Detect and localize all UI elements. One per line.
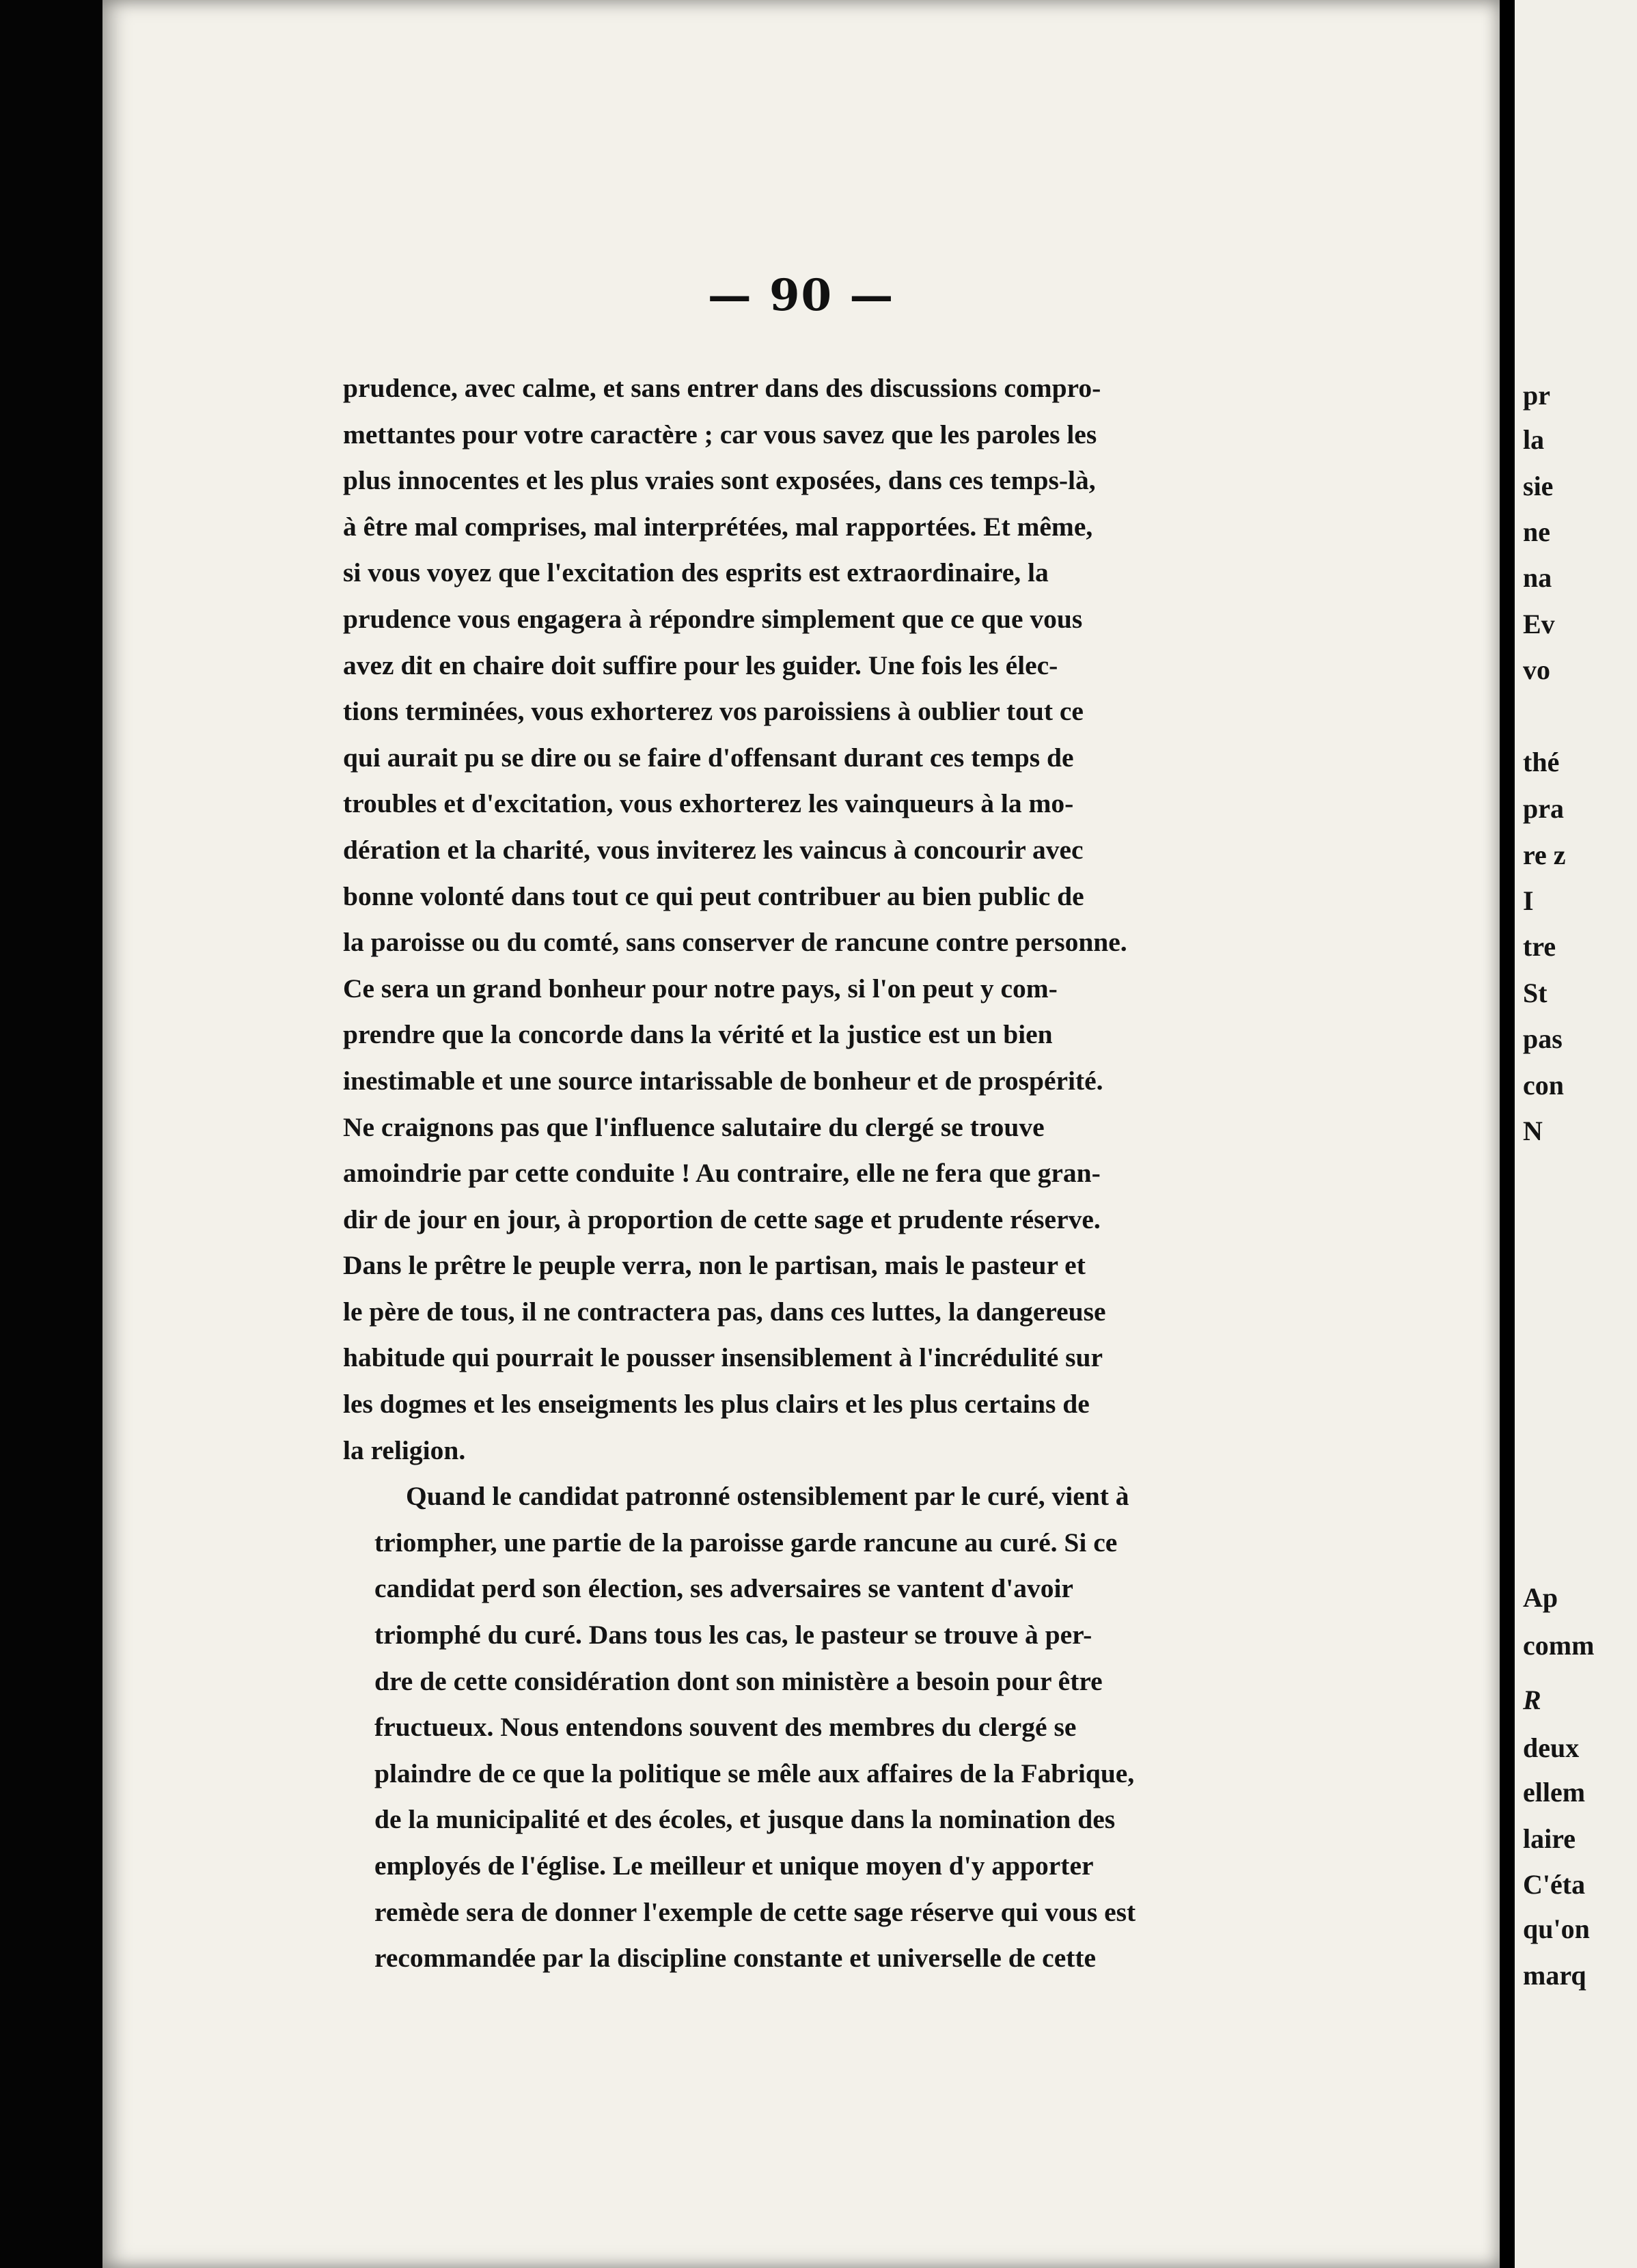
adjacent-page-fragment: ellem xyxy=(1523,1777,1586,1808)
adjacent-page-fragment: Ap xyxy=(1523,1582,1558,1613)
text-line: avez dit en chaire doit suffire pour les guider. Une fois les élec- xyxy=(343,650,1058,680)
adjacent-page-fragment: laire xyxy=(1523,1823,1576,1854)
text-line: prendre que la concorde dans la vérité et la justice est un bien xyxy=(343,1019,1053,1050)
book-page xyxy=(102,0,1500,2268)
text-line: dir de jour en jour, à proportion de cette sage et prudente réserve. xyxy=(343,1204,1101,1234)
text-line: de la municipalité et des écoles, et jusque dans la nomination des xyxy=(374,1804,1116,1835)
adjacent-page-fragment: marq xyxy=(1523,1960,1586,1991)
text-line: si vous voyez que l'excitation des esprits est extraordinaire, la xyxy=(343,557,1049,588)
paragraph-1 xyxy=(343,365,1443,1474)
adjacent-page-fragment: comm xyxy=(1523,1630,1595,1661)
adjacent-page-fragment: thé xyxy=(1523,747,1560,777)
adjacent-page-fragment: pas xyxy=(1523,1023,1563,1054)
text-line: Ce sera un grand bonheur pour notre pays, si l'on peut y com- xyxy=(343,973,1058,1004)
text-line: la paroisse ou du comté, sans conserver de rancune contre personne. xyxy=(343,927,1127,958)
adjacent-page-fragment: sie xyxy=(1523,471,1554,501)
adjacent-page-fragment: la xyxy=(1523,424,1545,455)
adjacent-page-fragment: qu'on xyxy=(1523,1913,1590,1944)
text-line: Ne craignons pas que l'influence salutaire du clergé se trouve xyxy=(343,1111,1045,1142)
adjacent-page-fragment: con xyxy=(1523,1070,1564,1101)
text-line: employés de l'église. Le meilleur et unique moyen d'y apporter xyxy=(374,1851,1094,1881)
text-line: la religion. xyxy=(343,1435,466,1465)
text-line: inestimable et une source intarissable de bonheur et de prospérité. xyxy=(343,1065,1103,1096)
text-line: habitude qui pourrait le pousser insensiblement à l'incrédulité sur xyxy=(343,1342,1103,1373)
text-line: amoindrie par cette conduite ! Au contraire, elle ne fera que gran- xyxy=(343,1158,1101,1189)
page-number: — 90 — xyxy=(707,270,895,321)
scan-border-left xyxy=(0,0,102,2268)
book-gutter xyxy=(1500,0,1515,2268)
text-line: à être mal comprises, mal interprétées, mal rapportées. Et même, xyxy=(343,511,1093,542)
text-line: qui aurait pu se dire ou se faire d'offensant durant ces temps de xyxy=(343,742,1074,773)
adjacent-page-fragment: I xyxy=(1523,885,1534,916)
text-line: dération et la charité, vous inviterez les vaincus à concourir avec xyxy=(343,834,1084,865)
adjacent-page-fragment: pra xyxy=(1523,793,1564,824)
text-line: fructueux. Nous entendons souvent des membres du clergé se xyxy=(374,1712,1077,1743)
text-line: remède sera de donner l'exemple de cette sage réserve qui vous est xyxy=(374,1896,1136,1927)
text-line: troubles et d'excitation, vous exhorterez les vainqueurs à la mo- xyxy=(343,788,1074,819)
text-line: plaindre de ce que la politique se mêle aux affaires de la Fabrique, xyxy=(374,1758,1135,1788)
adjacent-page-fragment: pr xyxy=(1523,380,1550,411)
adjacent-page-fragment: vo xyxy=(1523,654,1550,685)
text-line: candidat perd son élection, ses adversaires se vantent d'avoir xyxy=(374,1573,1073,1604)
text-line: tions terminées, vous exhorterez vos paroissiens à oublier tout ce xyxy=(343,696,1084,727)
text-line: Quand le candidat patronné ostensiblement par le curé, vient à xyxy=(406,1481,1129,1512)
adjacent-page-fragment: ne xyxy=(1523,516,1550,547)
text-line: dre de cette considération dont son ministère a besoin pour être xyxy=(374,1665,1103,1696)
text-line: triomphé du curé. Dans tous les cas, le pasteur se trouve à per- xyxy=(374,1620,1092,1650)
adjacent-page-fragment: tre xyxy=(1523,931,1556,962)
text-line: bonne volonté dans tout ce qui peut contribuer au bien public de xyxy=(343,881,1084,911)
text-line: prudence, avec calme, et sans entrer dans des discussions compro- xyxy=(343,373,1101,403)
paragraph-2 xyxy=(343,1474,1443,1982)
adjacent-page-fragment: na xyxy=(1523,562,1552,593)
adjacent-page-fragment: Ev xyxy=(1523,609,1555,639)
text-line: recommandée par la discipline constante et universelle de cette xyxy=(374,1943,1097,1974)
adjacent-page-fragment: N xyxy=(1523,1116,1543,1146)
adjacent-page-fragment: re z xyxy=(1523,840,1566,870)
adjacent-page-fragment: R xyxy=(1523,1685,1541,1715)
adjacent-page-fragment: St xyxy=(1523,978,1547,1008)
text-line: les dogmes et les enseigments les plus clairs et les plus certains de xyxy=(343,1389,1090,1420)
adjacent-page-fragment: deux xyxy=(1523,1732,1580,1763)
text-line: mettantes pour votre caractère ; car vous savez que les paroles les xyxy=(343,419,1097,450)
adjacent-page-edge xyxy=(1515,0,1637,2268)
text-line: triompher, une partie de la paroisse garde rancune au curé. Si ce xyxy=(374,1527,1118,1558)
text-line: le père de tous, il ne contractera pas, dans ces luttes, la dangereuse xyxy=(343,1296,1106,1327)
adjacent-page-fragment: C'éta xyxy=(1523,1869,1586,1900)
text-line: Dans le prêtre le peuple verra, non le partisan, mais le pasteur et xyxy=(343,1250,1086,1281)
text-line: plus innocentes et les plus vraies sont exposées, dans ces temps-là, xyxy=(343,465,1096,496)
body-text xyxy=(343,365,1443,1982)
text-line: prudence vous engagera à répondre simplement que ce que vous xyxy=(343,603,1083,634)
